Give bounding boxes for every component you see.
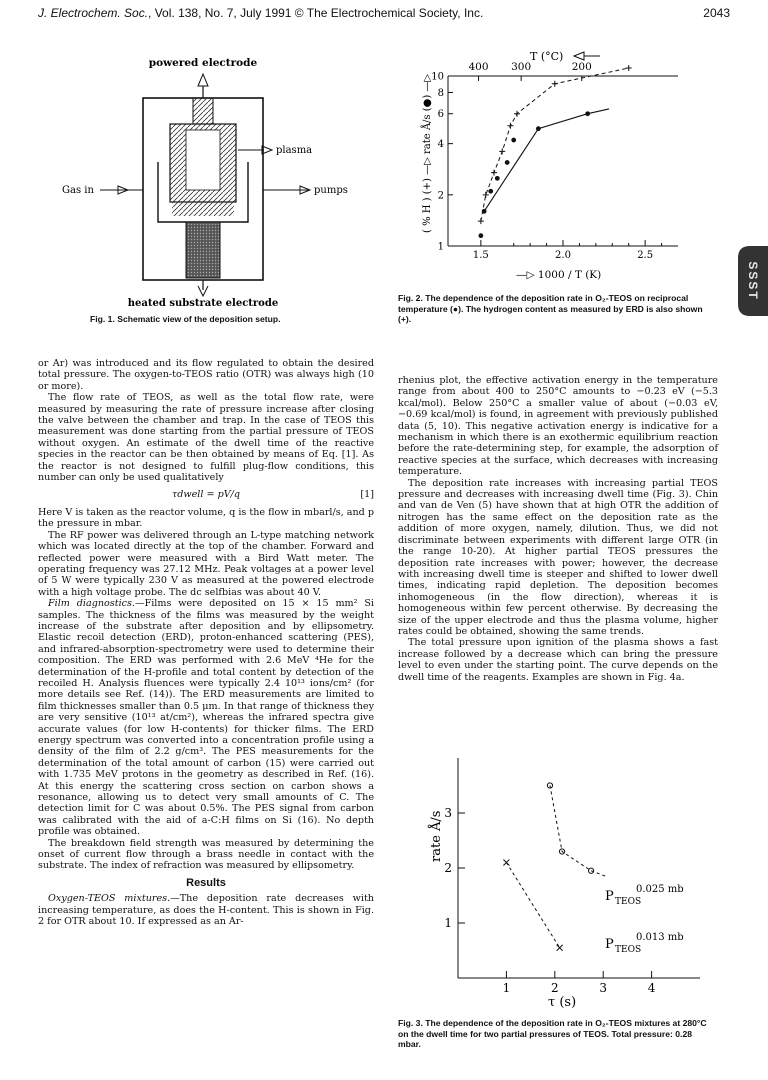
electrode-stem [193, 98, 213, 124]
paragraph [38, 392, 374, 483]
fig2-rate-point [585, 111, 590, 116]
svg-text:P: P [605, 889, 614, 904]
fig2-h-fit-line [481, 68, 629, 221]
paragraph [398, 478, 718, 638]
paragraph-text: The deposition rate increases with increasing partial TEOS pressure and decreases with increasing dwell time (Fig. 3). Chin and van de Ven (5) have shown that at high OTR the addition of nitrogen has the same effect on the deposition rate as the addition of more oxygen, namely, dilution. Thus, we did not discriminate between experiments with different large OTR (in the range 10-20). At higher partial TEOS pressures the deposition rate increases with power; however, the decrease with increasing dwell time is steeper and shifted to lower dwell times, indicating rapid depletion. The deposition becomes inhomogeneous (in the flow direction), whereas it is homogeneous within few percent otherwise. By decreasing the size of the upper electrode and thus the plasma volume, higher rates could be obtained, showing the same trends. [398, 477, 718, 637]
fig2-h-point [514, 111, 520, 117]
fig2-chart [388, 18, 708, 290]
fig3-series2-point [557, 945, 563, 951]
fig2-plot-area [431, 65, 678, 261]
fig3-y-tick-label: 1 [444, 916, 452, 930]
equation-number: [1] [360, 489, 374, 501]
equation [38, 489, 374, 500]
svg-text:0.013 mb: 0.013 mb [636, 932, 684, 943]
arrow-up-icon [198, 74, 208, 86]
fig2-h-point [478, 218, 484, 224]
fig2-top-tick-label: 400 [468, 61, 489, 73]
paragraph-text: The breakdown field strength was measured by determining the onset of current flow through a brass needle in contact with the substrate. The index of refraction was measured by ellipsometry. [38, 837, 374, 872]
label-heated-electrode: heated substrate electrode [127, 298, 279, 307]
fig1-caption: Fig. 1. Schematic view of the deposition setup. [90, 314, 281, 324]
paragraph-text: The total pressure upon ignition of the plasma shows a fast increase followed by a decrease which can bring the pressure level to even under the starting point. The curve depends on the dwell time of the reagents. Examples are shown in Fig. 4a. [398, 637, 718, 683]
fig2-x-tick-label: 2.0 [555, 250, 571, 261]
paragraph-lead: Oxygen-TEOS mixtures. [48, 893, 171, 905]
substrate-electrode [186, 222, 220, 278]
label-gas-in: Gas in [62, 185, 94, 196]
fig3-series1-line [550, 786, 606, 877]
fig2-rate-point [478, 233, 483, 238]
fig3-ylabel: rate Å/s [429, 810, 444, 862]
citation: J. Electrochem. Soc., Vol. 138, No. 7, July 1991 © The Electrochemical Society, Inc. [38, 6, 484, 20]
paragraph-text: rhenius plot, the effective activation energy in the temperature range from about 400 to 250°C amounts to −0.23 eV (−5.3 kcal/mol). Below 250°C a smaller value of about (−0.03 eV, −0.69 kcal/mol) is found, in agreement with previously published data (5, 10). This negative activation energy is indicative for a mechanism in which there is an exothermic equilibrium reaction before the rate-determining step, for example, the adsorption of reactive species at the surface, which decreases with increasing temperature. [398, 375, 718, 478]
fig2-h-point [483, 192, 489, 198]
equation-text: τdwell = pV/q [171, 489, 241, 501]
fig2-y-tick-label: 2 [437, 190, 444, 202]
paragraph-text: Here V is taken as the reactor volume, q is the flow in mbarl/s, and p the pressure in mbar. [38, 506, 374, 530]
fig3-y-tick-label: 2 [444, 861, 452, 875]
paragraph [38, 530, 374, 598]
left-column [38, 358, 374, 928]
fig3-series2-line [506, 863, 559, 948]
fig3-x-tick-label: 2 [550, 981, 559, 995]
page-number: 2043 [703, 6, 730, 20]
fig3-plot-area [444, 758, 700, 995]
side-tab-label: SSST [746, 261, 760, 301]
fig2-top-tick-label: 200 [571, 61, 592, 73]
paragraph-lead: Film diagnostics. [48, 598, 135, 610]
side-tab [738, 246, 768, 316]
svg-text:TEOS: TEOS [615, 897, 642, 907]
fig2-rate-point [505, 160, 510, 165]
label-pumps: pumps [314, 185, 348, 196]
fig2-rate-point [495, 176, 500, 181]
fig2-rate-point [511, 138, 516, 143]
fig2-h-point [626, 65, 632, 71]
fig2-y-tick-label: 1 [437, 241, 444, 253]
label-powered-electrode: powered electrode [148, 57, 258, 69]
paragraph [38, 598, 374, 838]
svg-text:TEOS: TEOS [615, 945, 642, 955]
arrow-left-icon [574, 52, 600, 60]
fig2-xlabel: —▷ 1000 / T (K) [516, 269, 602, 281]
paragraph-text: The RF power was delivered through an L-type matching network which was located directly at the top of the chamber. Forward and reflected power were measured with a Bird Watt meter. The operating frequency was 27.12 MHz. Peak voltages at a power level of 5 W were typically 230 V as measured at the powered electrode with a high voltage probe. The dc selfbias was about 40 V. [38, 529, 374, 598]
fig2-top-tick-label: 300 [511, 61, 532, 73]
fig2-x-tick-label: 1.5 [472, 250, 489, 261]
fig2-y-tick-label: 8 [437, 87, 444, 99]
paragraph [398, 375, 718, 478]
svg-text:P: P [605, 937, 614, 952]
fig2-y-tick-label: 4 [437, 139, 444, 151]
fig2-rate-point [536, 126, 541, 131]
paragraph [38, 838, 374, 872]
paragraph [38, 507, 374, 530]
fig2-top-axis-label: T (°C) [530, 50, 564, 63]
fig3-series-label-1 [605, 884, 684, 907]
fig2-h-point [507, 123, 513, 129]
fig2-y-tick-label: 10 [431, 71, 444, 83]
plasma-region [172, 202, 234, 216]
paragraph-text: or Ar) was introduced and its flow regulated to obtain the desired total pressure. The oxygen-to-TEOS ratio (OTR) was always high (10 or more). [38, 358, 374, 392]
fig1-schematic [58, 52, 388, 307]
fig2-rate-fit-line [484, 109, 609, 211]
paragraph [38, 893, 374, 927]
fig2-ylabel: ( % H ) (+) —▷ rate Å/s (●) —▷ [422, 73, 433, 233]
fig3-x-tick-label: 3 [599, 981, 608, 995]
fig2-y-tick-label: 6 [437, 109, 444, 121]
fig2-x-tick-label: 2.5 [637, 250, 654, 261]
right-column [398, 375, 718, 683]
fig2-h-point [552, 81, 558, 87]
fig3-series2-point [503, 860, 509, 866]
fig2-rate-point [488, 189, 493, 194]
fig2-h-point [491, 170, 497, 176]
fig2-h-point [499, 148, 505, 154]
fig3-x-tick-label: 1 [502, 981, 511, 995]
fig3-x-tick-label: 4 [647, 981, 656, 995]
section-heading: Results [186, 876, 226, 889]
paragraph-text: The flow rate of TEOS, as well as the total flow rate, were measured by measuring the rate of pressure increase after closing the valve between the chamber and trap. In the case of TEOS this measurement was done starting from the partial pressure of TEOS without oxygen. An estimate of the dwell time of the reactive species in the reactor can be then obtained by means of Eq. [1]. As the reactor is not designed to fulfill plug-flow conditions, this number can only be used qualitatively [38, 392, 374, 484]
fig2-top-axis [448, 61, 678, 81]
fig3-chart [410, 752, 716, 1014]
paragraph-text: —Films were deposited on 15 × 15 mm² Si samples. The thickness of the films was measured by the weight increase of the substrate after deposition and by ellipsometry. Elastic recoil detection (ERD), proton-enhanced scattering (PES), and infrared-absorption-spectrometry were used to determine their composition. The ERD was performed with 2.6 MeV ⁴He for the determination of the H-profile and total content by detection of the recoiled H. Analysis fluences were typically 2.4 10¹³ ions/cm² (for more details see Ref. (14)). The ERD measurements are limited to film thicknesses smaller than 0.5 μm. In that range of thickness they are very sensitive (10¹³ at/cm²), whereas the infrared spectra give accurate values (for low H-contents) for thicker films. The ERD energy spectrum was converted into a concentration profile using a density of the film of 2.2 g/cm³. The PES measurements for the determination of the total amount of carbon (15) were carried out with 1.735 MeV protons in the geometry as described in Ref. (16). At this energy the scattering cross section on carbon shows a resonance, allowing us to detect very small amounts of C. The detection limit for C was about 0.5%. The PES signal from carbon was calibrated with the aid of a-C:H films on Si (16). No depth profile was obtained. [38, 598, 374, 838]
fig3-series-label-2 [605, 932, 684, 955]
paragraph [398, 637, 718, 683]
paragraph-text: —The deposition rate decreases with increasing temperature, as does the H-content. This is shown in Fig. 2 for OTR about 10. If expressed as an Ar- [38, 893, 374, 928]
fig3-xlabel: τ (s) [548, 995, 577, 1010]
label-plasma: plasma [276, 145, 313, 156]
fig3-series1-point [589, 868, 594, 873]
fig3-caption: Fig. 3. The dependence of the deposition rate in O₂-TEOS mixtures at 280°C on the dwell time for two partial pressures of TEOS. Total pressure: 0.28 mbar. [398, 1018, 707, 1049]
electrode-core [186, 130, 220, 190]
fig2-caption: Fig. 2. The dependence of the deposition rate in O₂-TEOS on reciprocal temperature (●). The hydrogen content as measured by ERD is also shown (+). [398, 293, 703, 324]
svg-text:0.025 mb: 0.025 mb [636, 884, 684, 895]
fig3-y-tick-label: 3 [444, 806, 452, 820]
paragraph [38, 358, 374, 392]
